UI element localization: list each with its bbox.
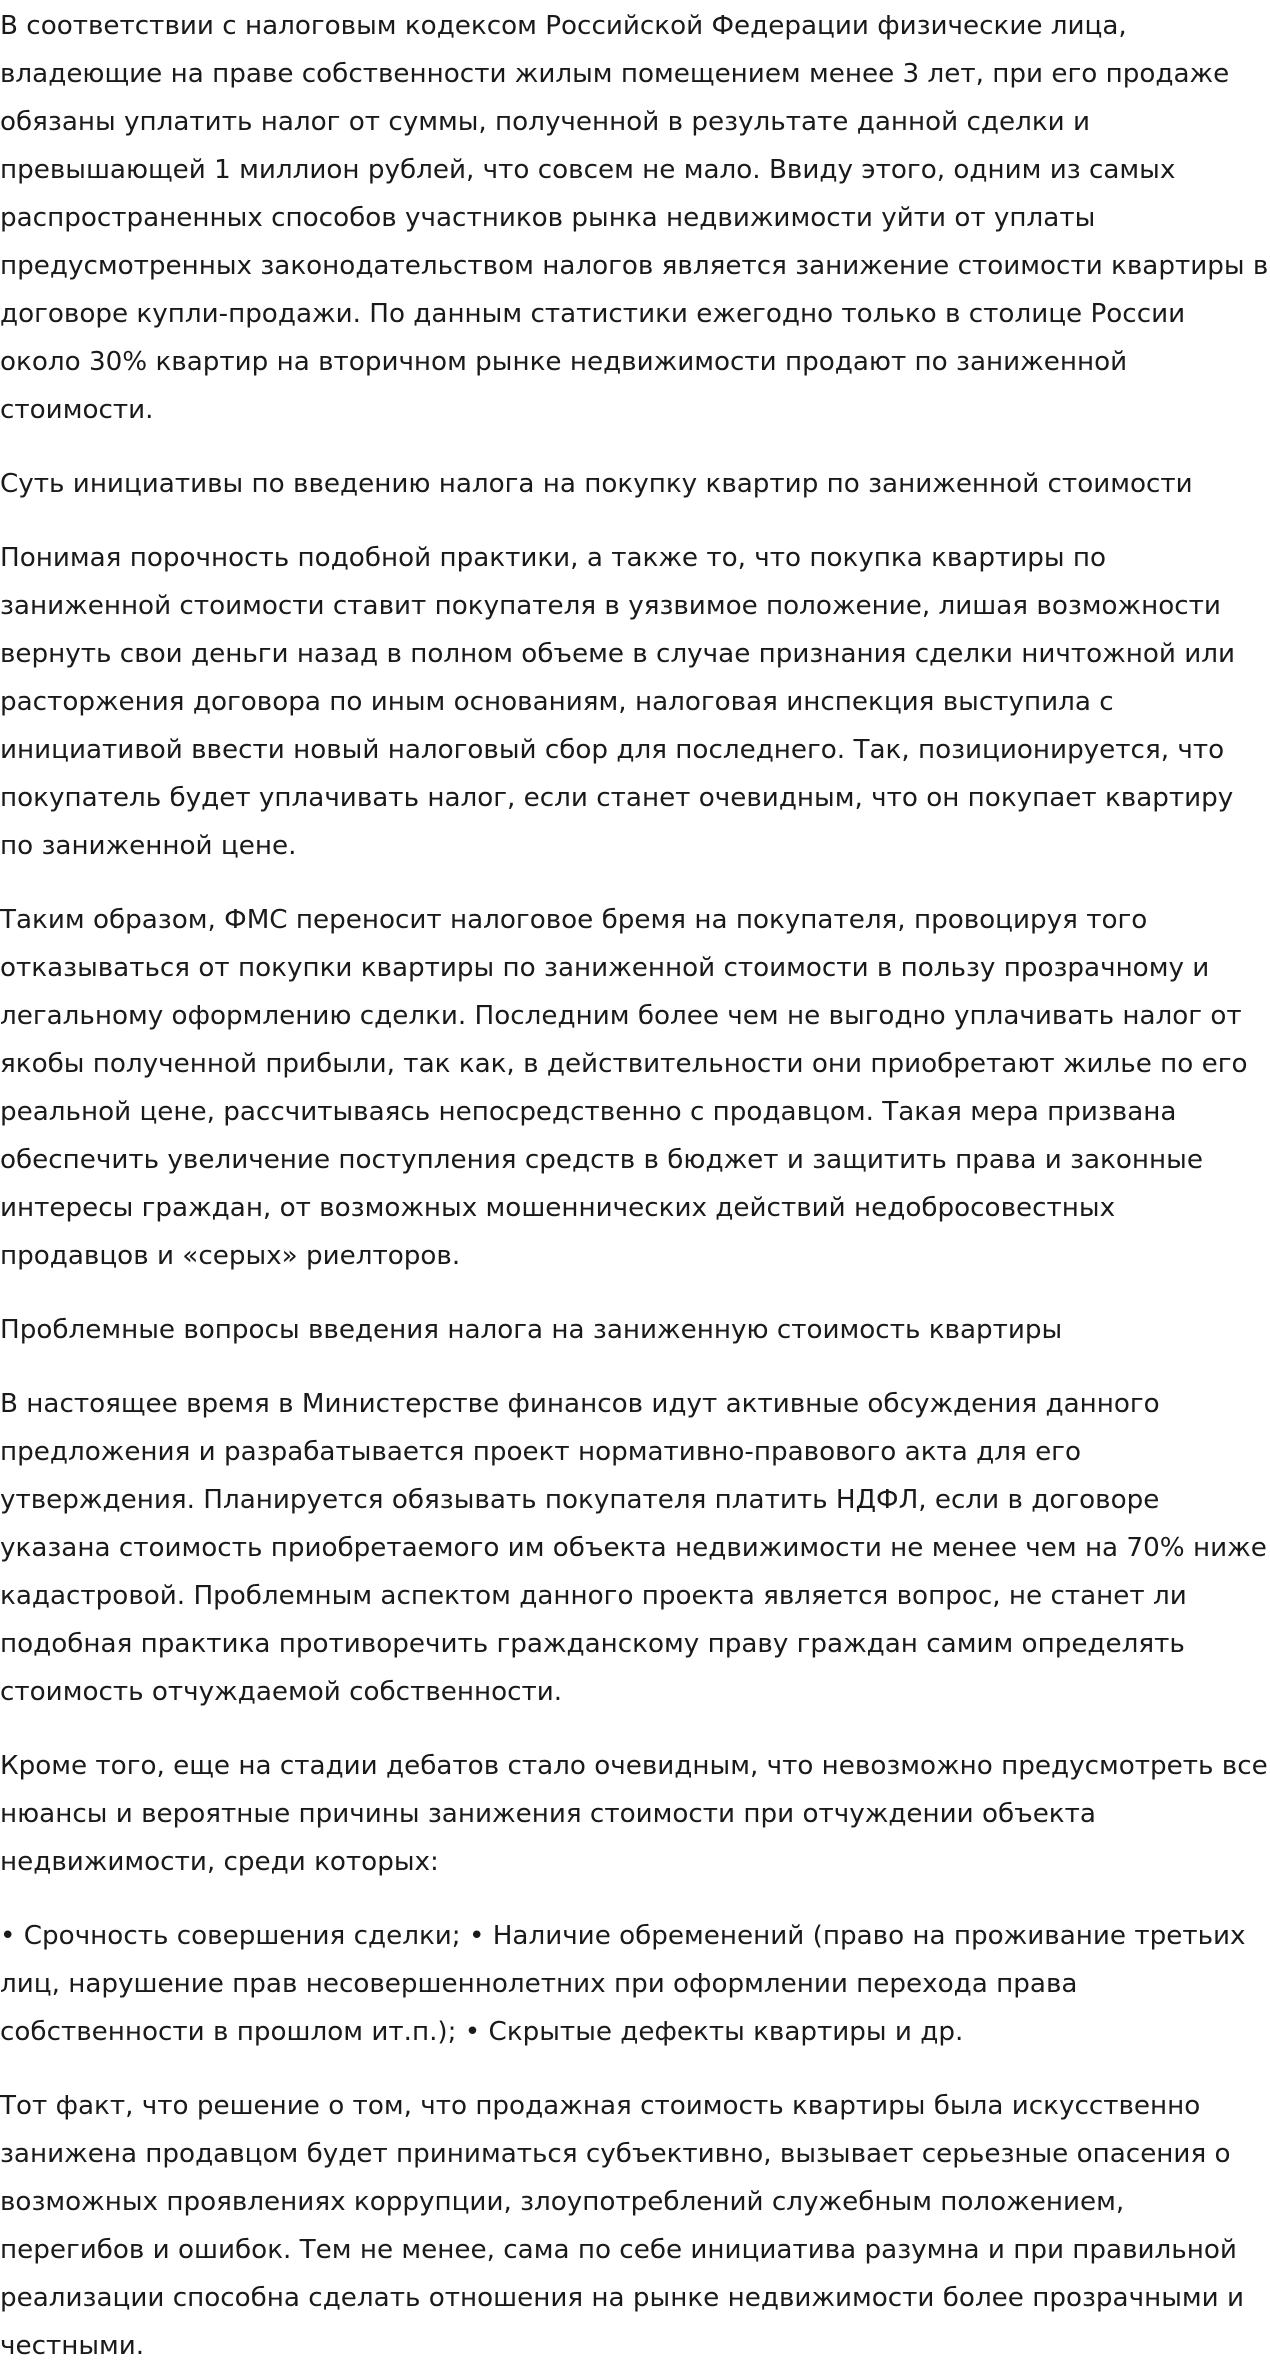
paragraph-tax-burden: Таким образом, ФМС переносит налоговое бремя на покупателя, провоцируя того отказываться от покупки квартиры по заниженной стоимости в пользу прозрачному и легальному оформлению сделки. Последним более чем не выгодно уплачивать налог от якобы полученной прибыли, так как, в действительности они приобретают жилье по его реальной цене, рассчитываясь непосредственно с продавцом. Такая мера призвана обеспечить увеличение поступления средств в бюджет и защитить права и законные интересы граждан, от возможных мошеннических действий недобросовестных продавцов и «серых» риелторов. — [0, 905, 1248, 1271]
paragraph-debates: Кроме того, еще на стадии дебатов стало очевидным, что невозможно предусмотреть все нюансы и вероятные причины занижения стоимости при отчуждении объекта недвижимости, среди которых: — [0, 1751, 1268, 1877]
paragraph-reasons-list: • Срочность совершения сделки; • Наличие обременений (право на проживание третьих лиц, нарушение прав несовершеннолетних при оформлении перехода права собственности в прошлом ит.п.); • Скрытые дефекты квартиры и др. — [0, 1921, 1246, 2047]
paragraph-initiative: Понимая порочность подобной практики, а также то, что покупка квартиры по заниженной стоимости ставит покупателя в уязвимое положение, лишая возможности вернуть свои деньги назад в полном объеме в случае признания сделки ничтожной или расторжения договора по иным основаниям, налоговая инспекция выступила с инициативой ввести новый налоговый сбор для последнего. Так, позиционируется, что покупатель будет уплачивать налог, если станет очевидным, что он покупает квартиру по заниженной цене. — [0, 543, 1235, 861]
paragraph-ministry: В настоящее время в Министерстве финансов идут активные обсуждения данного предложения и разрабатывается проект нормативно-правового акта для его утверждения. Планируется обязывать покупателя платить НДФЛ, если в договоре указана стоимость приобретаемого им объекта недвижимости не менее чем на 70% ниже кадастровой. Проблемным аспектом данного проекта является вопрос, не станет ли подобная практика противоречить гражданскому праву граждан самим определять стоимость отчуждаемой собственности. — [0, 1389, 1267, 1707]
section-heading-problems: Проблемные вопросы введения налога на заниженную стоимость квартиры — [0, 1315, 1063, 1345]
article-body — [0, 2, 1270, 2370]
paragraph-intro: В соответствии с налоговым кодексом Российской Федерации физические лица, владеющие на праве собственности жилым помещением менее 3 лет, при его продаже обязаны уплатить налог от суммы, полученной в результате данной сделки и превышающей 1 миллион рублей, что совсем не мало. Ввиду этого, одним из самых распространенных способов участников рынка недвижимости уйти от уплаты предусмотренных законодательством налогов является занижение стоимости квартиры в договоре купли-продажи. По данным статистики ежегодно только в столице России около 30% квартир на вторичном рынке недвижимости продают по заниженной стоимости. — [0, 11, 1269, 425]
section-heading-initiative: Суть инициативы по введению налога на покупку квартир по заниженной стоимости — [0, 469, 1193, 499]
paragraph-conclusion: Тот факт, что решение о том, что продажная стоимость квартиры была искусственно занижена продавцом будет приниматься субъективно, вызывает серьезные опасения о возможных проявлениях коррупции, злоупотреблений служебным положением, перегибов и ошибок. Тем не менее, сама по себе инициатива разумна и при правильной реализации способна сделать отношения на рынке недвижимости более прозрачными и честными. — [0, 2091, 1244, 2361]
